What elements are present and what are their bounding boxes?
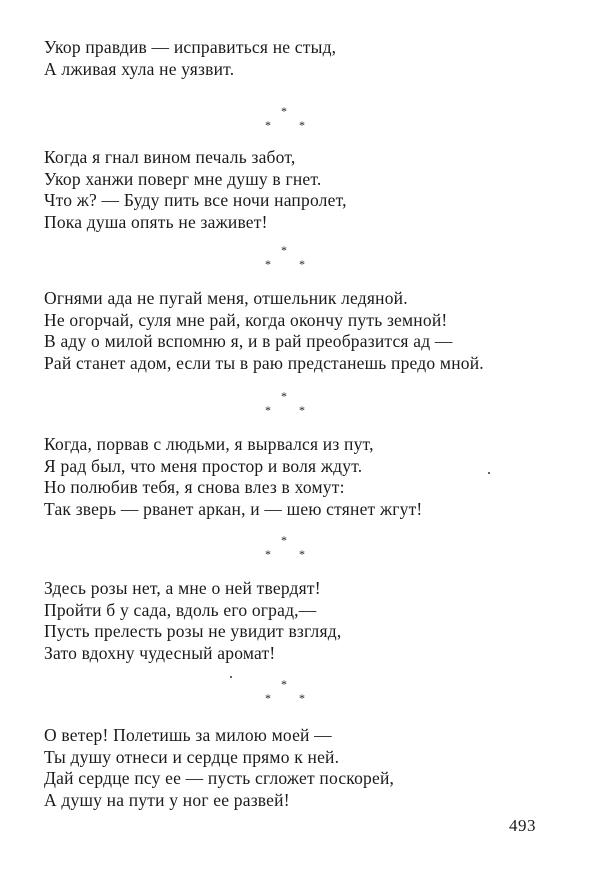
separator-star: * [265,547,271,561]
stanza-2 [44,147,564,233]
verse-line: Что ж? — Буду пить все ночи напролет, [44,190,347,210]
separator-star: * [265,403,271,417]
stanza-separator [255,390,315,420]
verse-line: Рай станет адом, если ты в раю предстанешь предо мной. [44,352,484,373]
separator-star: * [281,389,287,403]
verse-line: В аду о милой вспомню я, и в рай преобразится ад — [44,331,453,351]
verse-line: Укор ханжи поверг мне душу в гнет. [44,168,322,189]
stanza-3 [44,288,564,374]
separator-star: * [281,243,287,257]
stanza-separator [255,105,315,135]
verse-line: Здесь розы нет, а мне о ней твердят! [44,578,321,598]
separator-star: * [265,257,271,271]
separator-star: * [299,547,305,561]
stanza-4 [44,434,564,520]
separator-star: * [299,257,305,271]
verse-line: Когда я гнал вином печаль забот, [44,147,296,167]
page-number: 493 [509,816,536,835]
separator-star: * [265,118,271,132]
verse-line: Огнями ада не пугай меня, отшельник ледяной. [44,288,408,308]
verse-line: Не огорчай, суля мне рай, когда окончу путь земной! [44,309,448,330]
separator-star: * [299,403,305,417]
stanza-6 [44,725,564,811]
verse-line: Зато вдохну чудесный аромат! [44,642,276,663]
verse-line: Ты душу отнеси и сердце прямо к ней. [44,746,340,767]
stanza-5 [44,578,564,664]
verse-line: О ветер! Полетишь за милою моей — [44,725,332,745]
verse-line: Пока душа опять не заживет! [44,211,268,232]
verse-line: Пусть прелесть розы не увидит взгляд, [44,621,342,641]
stanza-separator [255,244,315,274]
verse-line: Когда, порвав с людьми, я вырвался из пут, [44,434,374,454]
verse-line: Я рад был, что меня простор и воля ждут. [44,455,363,476]
separator-star: * [281,533,287,547]
scan-speck [488,472,490,474]
separator-star: * [281,677,287,691]
verse-line: Дай сердце псу ее — пусть сгложет поскорей, [44,768,395,788]
separator-star: * [281,104,287,118]
separator-star: * [299,118,305,132]
scan-speck [230,676,232,678]
stanza-separator [255,534,315,564]
verse-line: Укор правдив — исправиться не стыд, [44,37,337,57]
stanza-1 [44,37,564,80]
stanza-separator [255,678,315,708]
separator-star: * [299,691,305,705]
verse-line: Но полюбив тебя, я снова влез в хомут: [44,477,345,497]
verse-line: Так зверь — рванет аркан, и — шею стянет жгут! [44,498,423,519]
verse-line: Пройти б у сада, вдоль его оград,— [44,599,317,620]
verse-line: А душу на пути у ног ее развей! [44,789,290,810]
separator-star: * [265,691,271,705]
verse-line: А лживая хула не уязвит. [44,58,235,79]
